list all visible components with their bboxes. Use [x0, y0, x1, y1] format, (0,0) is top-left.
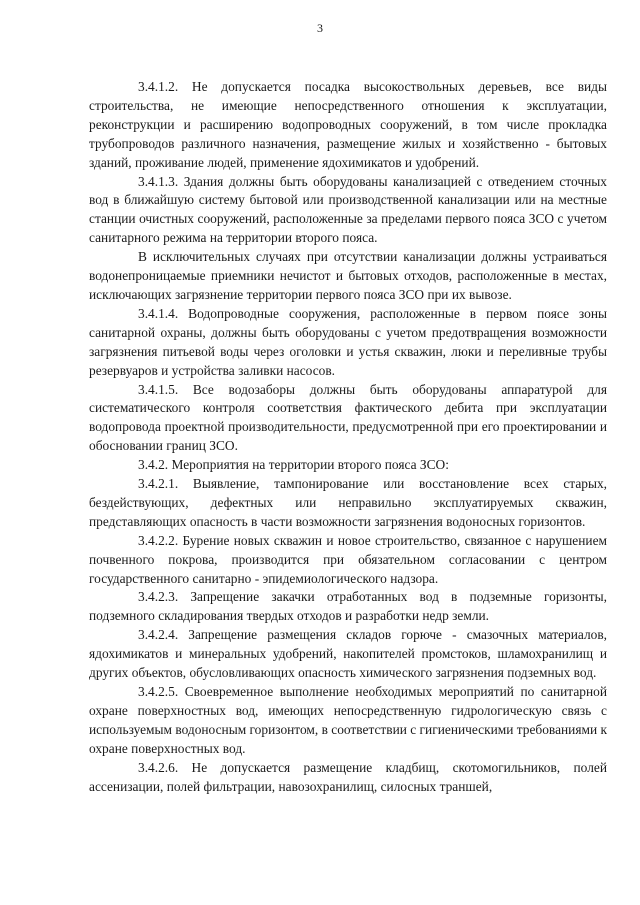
- paragraph-3-4-1-3: 3.4.1.3. Здания должны быть оборудованы канализацией с отведением сточных вод в ближайшую систему бытовой или производственной канализации или на местные станции очистных сооружений, расположенные за пределами первого пояса ЗСО с учетом санитарного режима на территории второго пояса.: [89, 173, 607, 246]
- paragraph-3-4-2-4: 3.4.2.4. Запрещение размещения складов горюче - смазочных материалов, ядохимикатов и минеральных удобрений, накопителей промстоков, шламохранилищ и других объектов, обусловливающих опасность химического загрязнения подземных вод.: [89, 627, 607, 681]
- document-body: [89, 78, 607, 796]
- paragraph-3-4-2-6: 3.4.2.6. Не допускается размещение кладбищ, скотомогильников, полей ассенизации, полей фильтрации, навозохранилищ, силосных траншей,: [89, 759, 607, 794]
- page-number: 3: [317, 21, 323, 35]
- paragraph-3-4-1-2: 3.4.1.2. Не допускается посадка высокоствольных деревьев, все виды строительства, не имеющие непосредственного отношения к эксплуатации, реконструкции и расширению водопроводных сооружений, в том числе прокладка трубопроводов различного назначения, размещение жилых и хозяйственно - бытовых зданий, проживание людей, применение ядохимикатов и удобрений.: [89, 79, 607, 170]
- paragraph-3-4-2-heading: 3.4.2. Мероприятия на территории второго пояса ЗСО:: [138, 457, 449, 473]
- paragraph-3-4-2-3: 3.4.2.3. Запрещение закачки отработанных вод в подземные горизонты, подземного складирования твердых отходов и разработки недр земли.: [89, 589, 607, 624]
- paragraph-3-4-1-4: 3.4.1.4. Водопроводные сооружения, расположенные в первом поясе зоны санитарной охраны, должны быть оборудованы с учетом предотвращения возможности загрязнения питьевой воды через оголовки и устья скважин, люки и переливные трубы резервуаров и устройства заливки насосов.: [89, 305, 607, 378]
- paragraph-3-4-2-5: 3.4.2.5. Своевременное выполнение необходимых мероприятий по санитарной охране поверхностных вод, имеющих непосредственную гидрологическую связь с используемым водоносным горизонтом, в соответствии с гигиеническими требованиями к охране поверхностных вод.: [89, 684, 608, 756]
- paragraph-exceptional-cases: В исключительных случаях при отсутствии канализации должны устраиваться водонепроницаемые приемники нечистот и бытовых отходов, расположенные в местах, исключающих загрязнение территории первого пояса ЗСО при их вывозе.: [89, 249, 607, 302]
- paragraph-3-4-2-2: 3.4.2.2. Бурение новых скважин и новое строительство, связанное с нарушением почвенного покрова, производится при обязательном согласовании с центром государственного санитарно - эпидемиологического надзора.: [89, 532, 607, 586]
- paragraph-3-4-2-1: 3.4.2.1. Выявление, тампонирование или восстановление всех старых, бездействующих, дефектных или неправильно эксплуатируемых скважин, представляющих опасность в части возможности загрязнения водоносных горизонтов.: [89, 476, 607, 529]
- paragraph-3-4-1-5: 3.4.1.5. Все водозаборы должны быть оборудованы аппаратурой для систематического контроля соответствия фактического дебита при эксплуатации водопровода проектной производительности, предусмотренной при его проектировании и обосновании границ ЗСО.: [89, 381, 607, 454]
